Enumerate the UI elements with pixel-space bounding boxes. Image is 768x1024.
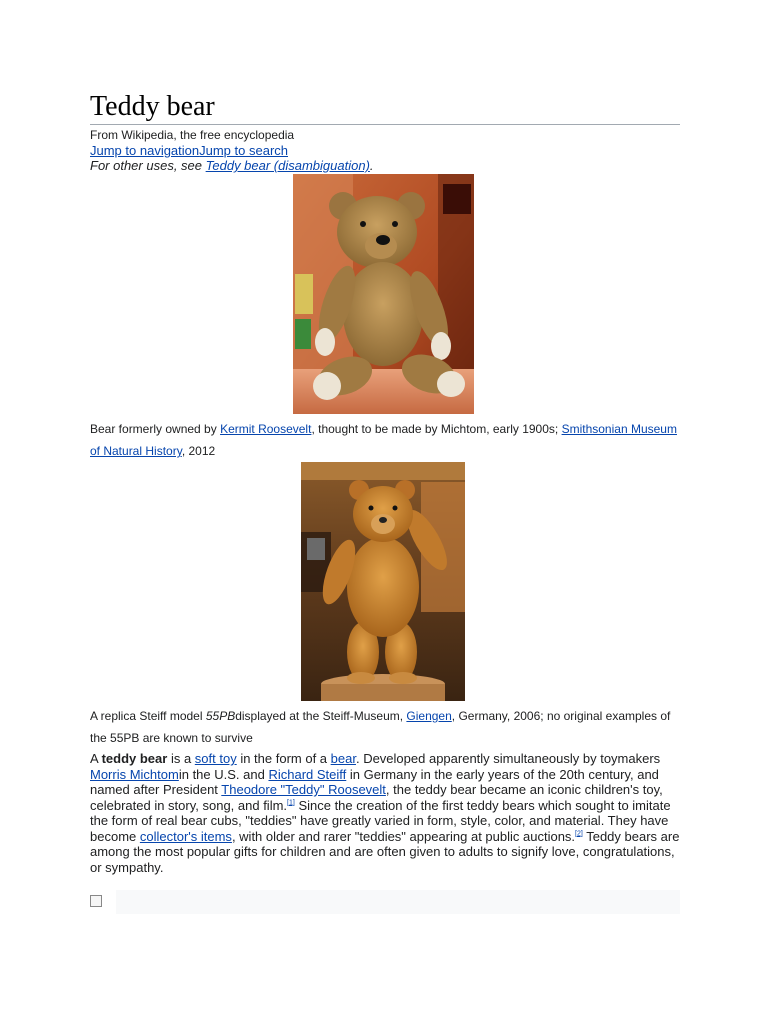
page-title: Teddy bear: [90, 90, 680, 125]
kermit-roosevelt-link[interactable]: Kermit Roosevelt: [220, 422, 312, 436]
caption-text: , Germany, 2006; no original examples of the 55PB are known to survive: [90, 709, 671, 745]
para-text: in the U.S. and: [178, 766, 269, 782]
caption-text: A replica Steiff model: [90, 709, 206, 723]
hatnote-text: For other uses, see: [90, 158, 206, 173]
caption-text: displayed at the Steiff-Museum,: [235, 709, 407, 723]
hatnote-suffix: .: [369, 158, 374, 173]
teddy-bear-photo-1[interactable]: [293, 174, 474, 414]
giengen-link[interactable]: Giengen: [406, 709, 452, 723]
para-text: in Germany in the early years of the 20th century, and named after President: [90, 766, 659, 797]
site-tagline: From Wikipedia, the free encyclopedia: [90, 128, 295, 142]
figure-2: [90, 462, 680, 701]
intro-paragraph: [90, 751, 680, 875]
reference-1-link[interactable]: [1]: [287, 799, 295, 807]
bear-link[interactable]: bear: [330, 751, 356, 766]
morris-michtom-link[interactable]: Morris Michtom: [90, 766, 179, 782]
para-text: Teddy bears are among the most popular gifts for children and are often given to adults to signify love, congratulations, or sympathy.: [90, 828, 680, 875]
smithsonian-link[interactable]: Smithsonian Museum of Natural History: [90, 422, 677, 458]
theodore-roosevelt-link[interactable]: Theodore "Teddy" Roosevelt: [221, 782, 386, 797]
toc-box: [116, 890, 680, 914]
para-text: is a: [167, 751, 195, 766]
figure-1: [90, 174, 680, 414]
para-text: , the teddy bear became an iconic children's toy, celebrated in story, song, and film.: [90, 782, 663, 813]
steiff-bear-photo-2[interactable]: [301, 462, 465, 701]
para-text: . Developed apparently simultaneously by toymakers: [355, 751, 661, 766]
caption-text: Bear formerly owned by: [90, 422, 221, 436]
jump-to-search-link[interactable]: Jump to search: [199, 143, 288, 158]
caption-text: , 2012: [181, 444, 216, 458]
figure-1-caption: [90, 418, 680, 462]
richard-steiff-link[interactable]: Richard Steiff: [268, 766, 347, 782]
para-text: Since the creation of the first teddy bears which sought to imitate the form of real bear cubs, "teddies" have greatly varied in form, style, color, and material. They have become: [90, 797, 671, 844]
collectors-items-link[interactable]: collector's items: [139, 828, 232, 844]
toc-toggle-checkbox[interactable]: [90, 895, 102, 907]
disambiguation-link[interactable]: Teddy bear (disambiguation): [205, 158, 370, 173]
reference-2-link[interactable]: [2]: [575, 830, 583, 838]
para-text: in the form of a: [236, 751, 331, 766]
para-text: , with older and rarer "teddies" appearing at public auctions.: [231, 828, 576, 844]
para-text: A: [90, 751, 102, 766]
caption-text: , thought to be made by Michtom, early 1900s;: [311, 422, 562, 436]
hatnote: [90, 158, 680, 174]
article: [90, 90, 680, 875]
caption-model-name: 55PB: [205, 709, 236, 723]
figure-2-caption: [90, 705, 680, 749]
jump-to-navigation-link[interactable]: Jump to navigation: [90, 143, 200, 158]
jump-links: [90, 143, 680, 158]
toc-row: [90, 890, 680, 914]
article-subject: teddy bear: [101, 751, 168, 766]
soft-toy-link[interactable]: soft toy: [194, 751, 237, 766]
